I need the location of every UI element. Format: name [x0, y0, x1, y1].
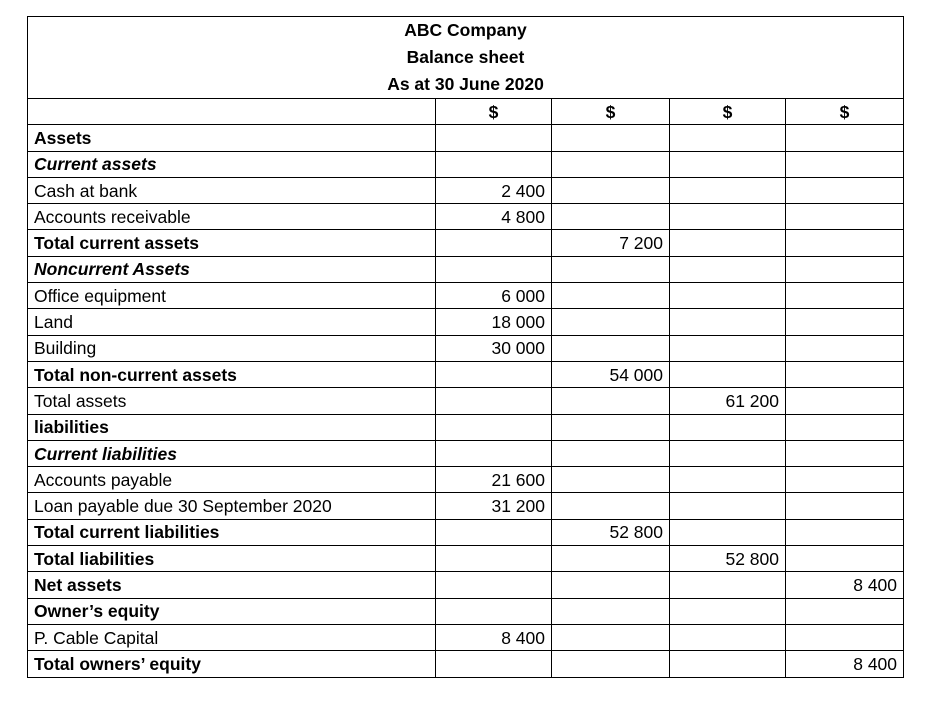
amount-cell-col2: 54 000 — [552, 361, 670, 387]
amount-cell-col4 — [786, 204, 904, 230]
amount-cell-col1 — [436, 440, 552, 466]
row-label: Owner’s equity — [28, 598, 436, 624]
table-row — [28, 519, 904, 545]
amount-cell-col2 — [552, 546, 670, 572]
table-row — [28, 151, 904, 177]
amount-cell-col2: 7 200 — [552, 230, 670, 256]
amount-cell-col2 — [552, 309, 670, 335]
amount-cell-col4 — [786, 624, 904, 650]
amount-cell-col1: 8 400 — [436, 624, 552, 650]
amount-cell-col4: 8 400 — [786, 651, 904, 677]
currency-label: $ — [552, 99, 670, 125]
table-row — [28, 467, 904, 493]
amount-cell-col4 — [786, 598, 904, 624]
amount-cell-col3 — [670, 572, 786, 598]
table-row — [28, 335, 904, 361]
amount-cell-col1 — [436, 151, 552, 177]
row-label: liabilities — [28, 414, 436, 440]
amount-cell-col2 — [552, 572, 670, 598]
amount-cell-col4 — [786, 151, 904, 177]
amount-cell-col1 — [436, 388, 552, 414]
amount-cell-col3 — [670, 519, 786, 545]
amount-cell-col4 — [786, 177, 904, 203]
amount-cell-col4 — [786, 414, 904, 440]
amount-cell-col4 — [786, 546, 904, 572]
amount-cell-col1 — [436, 361, 552, 387]
amount-cell-col4 — [786, 256, 904, 282]
table-row — [28, 204, 904, 230]
amount-cell-col3 — [670, 151, 786, 177]
amount-cell-col4 — [786, 440, 904, 466]
amount-cell-col2 — [552, 598, 670, 624]
amount-cell-col4 — [786, 361, 904, 387]
company-name: ABC Company — [404, 20, 527, 40]
amount-cell-col3 — [670, 335, 786, 361]
amount-cell-col2 — [552, 125, 670, 151]
amount-cell-col1 — [436, 519, 552, 545]
amount-cell-col4 — [786, 230, 904, 256]
row-label: Total non-current assets — [28, 361, 436, 387]
amount-cell-col1: 4 800 — [436, 204, 552, 230]
amount-cell-col3: 61 200 — [670, 388, 786, 414]
amount-cell-col2 — [552, 651, 670, 677]
row-label: Loan payable due 30 September 2020 — [28, 493, 436, 519]
row-label: Land — [28, 309, 436, 335]
amount-cell-col2 — [552, 493, 670, 519]
amount-cell-col1 — [436, 546, 552, 572]
amount-cell-col3 — [670, 177, 786, 203]
amount-cell-col4 — [786, 467, 904, 493]
amount-cell-col4 — [786, 493, 904, 519]
balance-sheet-table — [27, 16, 904, 678]
row-label: Noncurrent Assets — [28, 256, 436, 282]
amount-cell-col2 — [552, 624, 670, 650]
amount-cell-col2 — [552, 467, 670, 493]
amount-cell-col1 — [436, 598, 552, 624]
amount-cell-col3 — [670, 598, 786, 624]
statement-date: As at 30 June 2020 — [387, 74, 544, 94]
amount-cell-col1 — [436, 125, 552, 151]
row-label: Total liabilities — [28, 546, 436, 572]
amount-cell-col1 — [436, 414, 552, 440]
amount-cell-col3: 52 800 — [670, 546, 786, 572]
row-label: Assets — [28, 125, 436, 151]
table-row — [28, 283, 904, 309]
row-label: Total current liabilities — [28, 519, 436, 545]
table-row — [28, 546, 904, 572]
row-label: Accounts payable — [28, 467, 436, 493]
amount-cell-col1: 2 400 — [436, 177, 552, 203]
table-row — [28, 624, 904, 650]
table-row — [28, 651, 904, 677]
currency-row — [28, 99, 904, 125]
row-label: Total current assets — [28, 230, 436, 256]
amount-cell-col2 — [552, 256, 670, 282]
amount-cell-col1: 30 000 — [436, 335, 552, 361]
amount-cell-col2 — [552, 335, 670, 361]
table-row — [28, 388, 904, 414]
row-label: Building — [28, 335, 436, 361]
amount-cell-col3 — [670, 440, 786, 466]
amount-cell-col2 — [552, 151, 670, 177]
amount-cell-col2 — [552, 388, 670, 414]
table-row — [28, 361, 904, 387]
amount-cell-col1 — [436, 256, 552, 282]
row-label: P. Cable Capital — [28, 624, 436, 650]
amount-cell-col4 — [786, 388, 904, 414]
currency-label: $ — [786, 99, 904, 125]
amount-cell-col1 — [436, 230, 552, 256]
amount-cell-col3 — [670, 204, 786, 230]
table-row — [28, 230, 904, 256]
amount-cell-col2: 52 800 — [552, 519, 670, 545]
amount-cell-col4 — [786, 335, 904, 361]
currency-label: $ — [436, 99, 552, 125]
row-label: Net assets — [28, 572, 436, 598]
row-label: Current liabilities — [28, 440, 436, 466]
currency-label-blank — [28, 99, 436, 125]
amount-cell-col4 — [786, 125, 904, 151]
amount-cell-col3 — [670, 125, 786, 151]
amount-cell-col3 — [670, 467, 786, 493]
table-row — [28, 177, 904, 203]
amount-cell-col4 — [786, 309, 904, 335]
table-row — [28, 414, 904, 440]
table-row — [28, 125, 904, 151]
amount-cell-col3 — [670, 624, 786, 650]
row-label: Total owners’ equity — [28, 651, 436, 677]
amount-cell-col3 — [670, 361, 786, 387]
amount-cell-col1: 18 000 — [436, 309, 552, 335]
row-label: Office equipment — [28, 283, 436, 309]
amount-cell-col3 — [670, 256, 786, 282]
amount-cell-col4 — [786, 519, 904, 545]
amount-cell-col3 — [670, 230, 786, 256]
row-label: Accounts receivable — [28, 204, 436, 230]
currency-label: $ — [670, 99, 786, 125]
table-row — [28, 598, 904, 624]
row-label: Current assets — [28, 151, 436, 177]
amount-cell-col2 — [552, 177, 670, 203]
amount-cell-col3 — [670, 283, 786, 309]
amount-cell-col3 — [670, 493, 786, 519]
amount-cell-col2 — [552, 440, 670, 466]
amount-cell-col3 — [670, 651, 786, 677]
amount-cell-col4: 8 400 — [786, 572, 904, 598]
table-row — [28, 309, 904, 335]
row-label: Total assets — [28, 388, 436, 414]
amount-cell-col2 — [552, 283, 670, 309]
amount-cell-col1: 21 600 — [436, 467, 552, 493]
amount-cell-col1: 31 200 — [436, 493, 552, 519]
row-label: Cash at bank — [28, 177, 436, 203]
amount-cell-col3 — [670, 309, 786, 335]
table-row — [28, 572, 904, 598]
amount-cell-col1 — [436, 651, 552, 677]
header-cell — [28, 17, 904, 99]
amount-cell-col2 — [552, 204, 670, 230]
amount-cell-col3 — [670, 414, 786, 440]
table-row — [28, 440, 904, 466]
amount-cell-col2 — [552, 414, 670, 440]
statement-title: Balance sheet — [406, 47, 525, 67]
table-row — [28, 256, 904, 282]
table-row — [28, 493, 904, 519]
amount-cell-col1: 6 000 — [436, 283, 552, 309]
amount-cell-col4 — [786, 283, 904, 309]
amount-cell-col1 — [436, 572, 552, 598]
header-row — [28, 17, 904, 99]
